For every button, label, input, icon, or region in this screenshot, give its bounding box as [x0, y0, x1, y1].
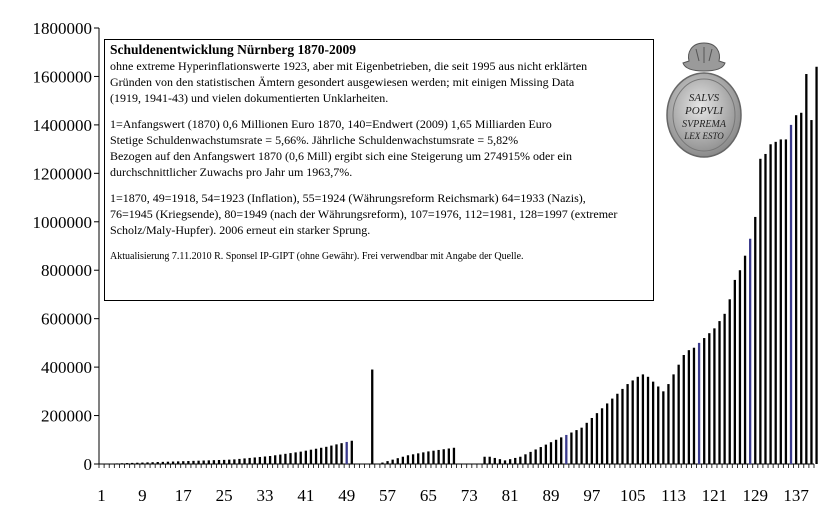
- bar-64: [422, 452, 424, 464]
- y-tick-label: 1200000: [32, 164, 92, 184]
- x-tick-label: 33: [256, 486, 274, 505]
- bar-67: [437, 450, 439, 464]
- x-tick-label: 89: [542, 486, 560, 505]
- bar-76: [483, 457, 485, 464]
- bar-103: [621, 389, 623, 464]
- bar-104: [626, 384, 628, 464]
- bar-125: [734, 280, 736, 464]
- bar-137: [795, 115, 797, 464]
- note-line-3: (1919, 1941-43) und vielen dokumentierten Unklarheiten.: [110, 91, 389, 105]
- bar-14: [167, 462, 169, 464]
- bar-34: [269, 456, 271, 464]
- bar-26: [228, 460, 230, 464]
- bar-30: [249, 458, 251, 464]
- bar-132: [769, 144, 771, 464]
- bar-114: [678, 365, 680, 464]
- x-tick-label: 25: [215, 486, 233, 505]
- bar-118: [698, 343, 700, 464]
- bar-61: [407, 455, 409, 464]
- bar-123: [723, 314, 725, 464]
- y-tick-label: 600000: [41, 309, 92, 329]
- bar-92: [565, 435, 567, 464]
- bar-31: [254, 457, 256, 464]
- bar-124: [729, 299, 731, 464]
- bar-66: [432, 451, 434, 464]
- bar-95: [580, 428, 582, 464]
- bar-43: [315, 449, 317, 464]
- bar-97: [591, 418, 593, 464]
- bar-9: [141, 463, 143, 464]
- bar-25: [223, 460, 225, 464]
- note-line-10: Scholz/Maly-Hupfer). 2006 erneut ein starker Sprung.: [110, 223, 371, 237]
- bar-133: [775, 142, 777, 464]
- bar-37: [284, 454, 286, 464]
- bar-33: [264, 456, 266, 464]
- x-tick-label: 57: [379, 486, 397, 505]
- bar-29: [243, 458, 245, 464]
- bar-63: [417, 453, 419, 464]
- bar-135: [785, 139, 787, 464]
- bar-141: [815, 67, 817, 464]
- bar-28: [238, 459, 240, 464]
- bar-116: [688, 350, 690, 464]
- note-line-1: ohne extreme Hyperinflationswerte 1923, aber mit Eigenbetrieben, die seit 1995 aus nicht erklärten: [110, 59, 588, 73]
- bar-62: [412, 454, 414, 464]
- bar-38: [289, 453, 291, 464]
- bar-36: [279, 455, 281, 464]
- bar-93: [570, 433, 572, 464]
- y-tick-label: 800000: [41, 261, 92, 281]
- x-tick-label: 121: [701, 486, 728, 505]
- bar-47: [335, 444, 337, 464]
- bar-120: [708, 333, 710, 464]
- x-tick-label: 81: [501, 486, 519, 505]
- bar-90: [555, 440, 557, 464]
- bar-109: [652, 382, 654, 464]
- x-tick-label: 9: [138, 486, 147, 505]
- bar-138: [800, 113, 802, 464]
- x-tick-label: 105: [619, 486, 646, 505]
- bar-134: [780, 139, 782, 464]
- bar-11: [151, 462, 153, 464]
- seal-coin-icon: [663, 39, 745, 161]
- bar-10: [146, 462, 148, 464]
- bar-105: [632, 380, 634, 464]
- bar-4: [116, 463, 118, 464]
- bar-58: [392, 460, 394, 464]
- x-tick-label: 137: [783, 486, 809, 505]
- bar-98: [596, 413, 598, 464]
- bar-117: [693, 348, 695, 464]
- bar-91: [560, 437, 562, 464]
- bar-21: [203, 461, 205, 464]
- note-line-9: 76=1945 (Kriegsende), 80=1949 (nach der Währungsreform), 107=1976, 112=1981, 128=1997 (extremer: [110, 207, 618, 221]
- bar-106: [637, 377, 639, 464]
- bar-126: [739, 270, 741, 464]
- bar-24: [218, 460, 220, 464]
- bar-127: [744, 256, 746, 464]
- bar-87: [540, 447, 542, 464]
- bar-111: [662, 391, 664, 464]
- bar-78: [494, 458, 496, 464]
- note-line-11: Aktualisierung 7.11.2010 R. Sponsel IP-GIPT (ohne Gewähr). Frei verwendbar mit Angabe der Quelle.: [110, 251, 524, 262]
- bar-16: [177, 461, 179, 464]
- bar-81: [509, 459, 511, 464]
- bar-60: [402, 457, 404, 464]
- bar-115: [683, 355, 685, 464]
- bar-35: [274, 455, 276, 464]
- bar-100: [606, 403, 608, 464]
- x-axis: [97, 464, 814, 505]
- y-tick-label: 1600000: [32, 67, 92, 87]
- note-line-5: Stetige Schuldenwachstumsrate = 5,66%. Jährliche Schuldenwachstumsrate = 5,82%: [110, 133, 519, 147]
- bar-128: [749, 239, 751, 464]
- bar-83: [519, 457, 521, 464]
- bar-17: [182, 461, 184, 464]
- bar-88: [545, 445, 547, 464]
- bar-77: [489, 457, 491, 464]
- bar-122: [718, 321, 720, 464]
- bar-18: [187, 461, 189, 464]
- bar-101: [611, 399, 613, 464]
- bar-45: [325, 447, 327, 464]
- bar-55: [376, 464, 378, 465]
- bar-108: [647, 377, 649, 464]
- bar-39: [294, 452, 296, 464]
- y-tick-label: 1000000: [32, 212, 92, 232]
- bar-130: [759, 159, 761, 464]
- seal-line-2: POPVLI: [685, 105, 723, 117]
- bar-80: [504, 460, 506, 464]
- bar-129: [754, 217, 756, 464]
- bar-6: [126, 463, 128, 464]
- bar-96: [586, 423, 588, 464]
- bar-139: [805, 74, 807, 464]
- bar-5: [121, 463, 123, 464]
- note-line-7: durchschnittlicher Zuwachs pro Jahr um 1963,7%.: [110, 165, 353, 179]
- bar-82: [514, 458, 516, 464]
- x-tick-label: 65: [419, 486, 437, 505]
- x-tick-label: 113: [661, 486, 686, 505]
- bar-121: [713, 328, 715, 464]
- y-tick-label: 1800000: [32, 19, 92, 38]
- bar-136: [790, 125, 792, 464]
- note-line-8: 1=1870, 49=1918, 54=1923 (Inflation), 55=1924 (Währungsreform Reichsmark) 64=1933 (Nazis),: [110, 191, 586, 205]
- bar-85: [529, 452, 531, 464]
- bar-119: [703, 338, 705, 464]
- bar-12: [157, 462, 159, 464]
- bar-65: [427, 451, 429, 464]
- bar-102: [616, 394, 618, 464]
- y-tick-label: 400000: [41, 358, 92, 378]
- bar-84: [524, 454, 526, 464]
- y-axis: [33, 19, 100, 474]
- bar-112: [667, 384, 669, 464]
- info-note-box: [104, 39, 654, 301]
- x-tick-label: 49: [338, 486, 356, 505]
- bar-19: [192, 461, 194, 464]
- bar-113: [672, 374, 674, 464]
- bar-32: [259, 457, 261, 464]
- bar-49: [346, 442, 348, 464]
- bar-140: [810, 120, 812, 464]
- note-line-4: 1=Anfangswert (1870) 0,6 Millionen Euro 1870, 140=Endwert (2009) 1,65 Milliarden Euro: [110, 117, 552, 131]
- bar-68: [443, 449, 445, 464]
- y-tick-label: 1400000: [32, 115, 92, 135]
- bar-110: [657, 386, 659, 464]
- bar-41: [305, 451, 307, 464]
- bar-27: [233, 459, 235, 464]
- seal-line-3: SVPREMA: [682, 119, 726, 130]
- x-tick-label: 1: [97, 486, 106, 505]
- note-title: Schuldenentwicklung Nürnberg 1870-2009: [110, 42, 357, 57]
- bar-13: [162, 462, 164, 464]
- bar-42: [310, 450, 312, 464]
- bar-8: [136, 463, 138, 464]
- note-line-6: Bezogen auf den Anfangswert 1870 (0,6 Mill) ergibt sich eine Steigerung um 274915% oder ein: [110, 149, 573, 163]
- bar-69: [448, 448, 450, 464]
- bar-94: [575, 430, 577, 464]
- x-tick-label: 17: [174, 486, 192, 505]
- y-tick-label: 200000: [41, 406, 92, 426]
- bar-99: [601, 408, 603, 464]
- seal-line-4: LEX ESTO: [684, 131, 724, 141]
- x-tick-label: 73: [460, 486, 478, 505]
- bar-15: [172, 462, 174, 464]
- bar-50: [351, 441, 353, 464]
- bar-48: [340, 443, 342, 464]
- bar-57: [386, 461, 388, 464]
- seal-image: [663, 39, 745, 161]
- bar-3: [111, 464, 113, 465]
- note-line-2: Gründen von den statistischen Ämtern gesondert ausgewiesen werden; mit einigen Missing Data: [110, 75, 575, 89]
- bar-59: [397, 458, 399, 464]
- bar-46: [330, 446, 332, 464]
- bar-131: [764, 154, 766, 464]
- bar-54: [371, 370, 373, 464]
- bar-1: [100, 464, 102, 465]
- bar-44: [320, 448, 322, 464]
- bar-20: [197, 461, 199, 464]
- bar-56: [381, 463, 383, 464]
- bar-23: [213, 460, 215, 464]
- y-tick-label: 0: [83, 455, 92, 474]
- x-tick-label: 97: [583, 486, 601, 505]
- bar-107: [642, 374, 644, 464]
- seal-line-1: SALVS: [688, 92, 720, 104]
- bar-40: [300, 452, 302, 464]
- bar-7: [131, 463, 133, 464]
- bar-79: [499, 459, 501, 464]
- bar-86: [535, 449, 537, 464]
- x-tick-label: 129: [742, 486, 769, 505]
- bar-70: [453, 448, 455, 464]
- bar-2: [106, 464, 108, 465]
- x-tick-label: 41: [297, 486, 315, 505]
- bar-89: [550, 442, 552, 464]
- bar-22: [208, 460, 210, 464]
